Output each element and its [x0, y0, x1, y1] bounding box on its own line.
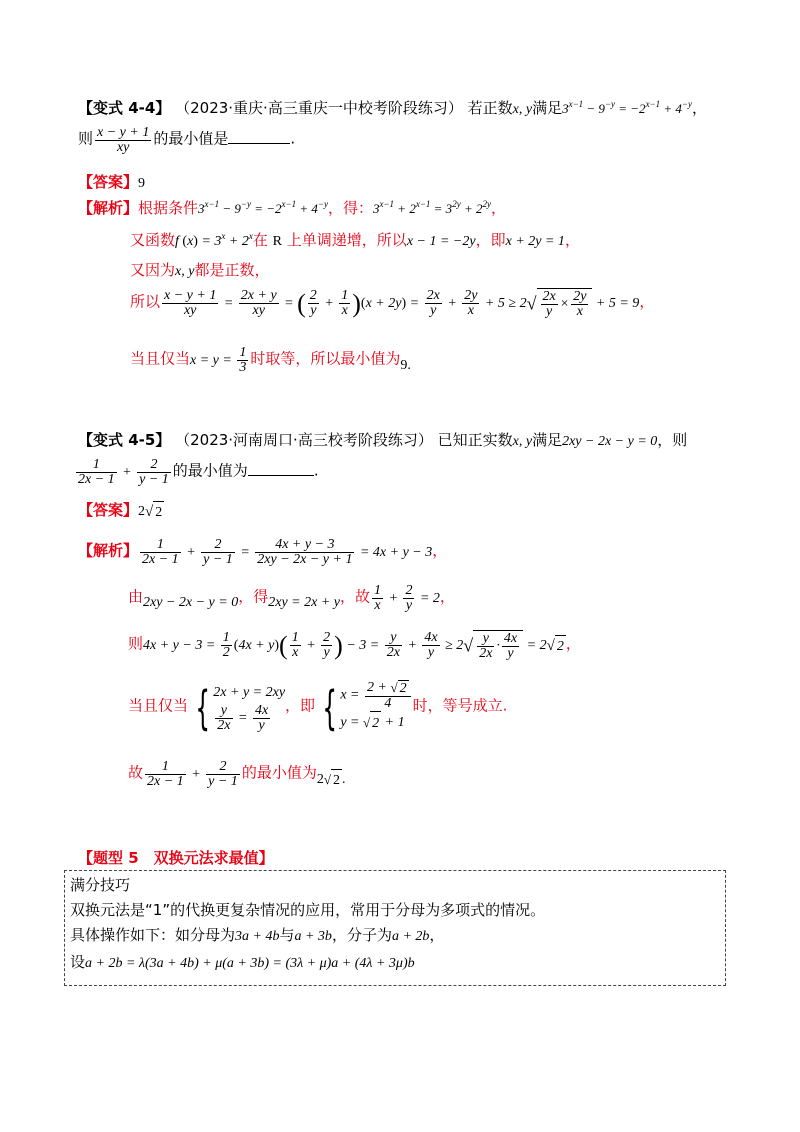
math-condition: 2xy − 2x − y = 0 [143, 594, 239, 610]
question-text: 若正数 [467, 99, 513, 117]
solution-text: ，即 [285, 696, 316, 715]
solution-line-4 [130, 288, 654, 319]
math-vars: x, y [175, 264, 195, 279]
solution-line-1 [78, 538, 447, 567]
solution-label: 【解析】 [78, 541, 139, 560]
answer-value: 9 [138, 176, 146, 191]
tips-text: 设 [70, 953, 86, 971]
punct: ， [439, 587, 455, 606]
tips-text: 与 [279, 926, 295, 944]
tips-title: 满分技巧 [70, 876, 131, 894]
math-numerator: a + 2b [391, 929, 430, 944]
solution-line-2 [128, 584, 455, 613]
math-denominator-2: a + 3b [294, 929, 332, 944]
math-derivation: $\frac{1}{2x - 1}$ + $\frac{2}{y - 1}$ = $\frac{4x + y - 3}{2xy - 2x - y + 1}$ = 4x + y − 3 [142, 537, 433, 567]
solution-line-4 [128, 680, 507, 735]
answer-label: 【答案】 [78, 501, 139, 519]
solution-text: 都是正数， [194, 261, 270, 279]
question-tag: 【变式 4-5】 [78, 431, 171, 449]
punct: . [313, 461, 319, 480]
math-denominator-1: 3a + 4b [235, 929, 280, 944]
final-value: 9 [400, 357, 408, 373]
solution-line-3 [128, 630, 581, 661]
punct: . [407, 357, 411, 373]
tips-line-1: 双换元法是“1”的代换更复杂情况的应用，常用于分母为多项式的情况。 [70, 901, 546, 919]
punct: ， [692, 99, 708, 117]
question-4-5-line2 [74, 458, 319, 487]
math-R: R [272, 234, 283, 249]
question-text: 已知正实数 [437, 431, 513, 449]
math-equality-condition: x = y = $\frac{1}{3}$ [190, 345, 247, 375]
punct: ， [432, 541, 448, 560]
tips-text: ，分子为 [331, 926, 392, 944]
solution-line-2 [130, 230, 580, 252]
math-equation: x + 2y = 1 [505, 234, 565, 249]
solution-text: ，故 [339, 587, 370, 606]
solution-text: 时取等，所以最小值为 [250, 349, 401, 368]
answer-row [78, 172, 145, 194]
question-text: 的最小值为 [172, 461, 248, 480]
solution-text: ，得： [327, 199, 373, 217]
math-equation: $3^{x-1} + 2^{x-1} = 3^{2y} + 2^{2y}$ [372, 199, 491, 216]
math-system-1: { 2x + y = 2xy $\frac{y}{2x}$ = $\frac{4x}{y}$ [195, 680, 286, 735]
punct: ， [565, 634, 581, 653]
solution-line-5 [130, 346, 411, 375]
punct: ， [639, 292, 655, 311]
solution-text: 在 [252, 231, 268, 249]
solution-text: 则 [128, 634, 144, 653]
question-text: 满足 [532, 431, 563, 449]
section-title: 【题型 5 双换元法求最值】 [78, 849, 274, 867]
math-equation: 2xy = 2x + y [268, 594, 340, 610]
question-text: ，则 [657, 431, 688, 449]
tips-line-2 [70, 925, 444, 947]
solution-text: 又因为 [130, 261, 176, 279]
final-value: 2√ 2 [317, 772, 342, 787]
punct: . [341, 771, 346, 787]
solution-text: 又函数 [130, 231, 176, 249]
solution-text: ，即 [475, 231, 506, 249]
math-derivation: $\frac{x - y + 1}{xy}$ = $\frac{2x + y}{xy}$ = ( $\frac{2}{y}$ + $\frac{1}{x}$ )(x + 2y) = $\frac{2x}{y}$ + $\frac{2y}{x}$ + 5 ≥ 2√ $\frac{2x}{y}$ × $\frac{2y}{x}$ + 5 = 9 [164, 288, 640, 319]
question-4-5 [78, 430, 687, 452]
math-expression: $\frac{x - y + 1}{xy}$ [97, 125, 150, 155]
question-tag: 【变式 4-4】 [78, 99, 171, 117]
solution-text: ，得 [238, 587, 269, 606]
solution-label: 【解析】 [78, 199, 139, 217]
answer-value: 2√ 2 [138, 504, 164, 519]
math-equation: $\frac{1}{x}$ + $\frac{2}{y}$ = 2 [374, 583, 440, 613]
math-system-2: { x = $\frac{2 + √ 2}{4}$ y = √ 2 + 1 [315, 700, 413, 715]
question-source: （2023·河南周口·高三校考阶段练习） [175, 431, 433, 449]
math-equation: x − 1 = −2y [406, 234, 476, 249]
answer-blank[interactable] [248, 461, 314, 476]
solution-text: 当且仅当 [128, 696, 189, 715]
answer-label: 【答案】 [78, 173, 139, 191]
math-condition: 2xy − 2x − y = 0 [562, 434, 658, 449]
solution-text: 所以 [130, 292, 161, 311]
punct: ， [564, 231, 580, 249]
answer-blank[interactable] [228, 129, 290, 144]
question-4-4 [78, 98, 707, 120]
solution-text: 的最小值为 [241, 763, 317, 782]
math-expression: $\frac{1}{2x - 1}$ + $\frac{2}{y - 1}$ [147, 759, 238, 789]
solution-text: 由 [128, 587, 144, 606]
punct: ， [490, 199, 506, 217]
math-expression: $\frac{1}{2x - 1}$ + $\frac{2}{y - 1}$ [78, 457, 169, 487]
math-function: f $(x) = 3^x + 2^x$ [175, 231, 253, 249]
math-vars: x, y [512, 434, 533, 449]
solution-text: 根据条件 [138, 199, 199, 217]
solution-text: 时，等号成立. [412, 696, 508, 715]
math-substitution: a + 2b = λ(3a + 4b) + μ(a + 3b) = (3λ + μ)a + (4λ + 3μ)b [85, 956, 415, 971]
solution-line-5 [128, 760, 345, 789]
solution-line-1 [78, 198, 506, 219]
answer-row [78, 500, 164, 523]
solution-text: 当且仅当 [130, 349, 191, 368]
math-derivation: 4x + y − 3 = $\frac{1}{2}$ (4x + y)( $\frac{1}{x}$ + $\frac{2}{y}$ ) − 3 = $\frac{y}{2x}$ + $\frac{4x}{y}$ ≥ 2√ $\frac{y}{2x}$ · $\frac{4x}{y}$ = 2√ 2 [143, 630, 564, 661]
question-text: 满足 [532, 99, 563, 117]
math-condition: $3^{x-1} - 9^{-y} = -2^{x-1} + 4^{-y}$ [562, 99, 692, 116]
solution-text: 故 [128, 763, 144, 782]
punct: . [290, 129, 296, 148]
tips-text: ， [429, 926, 445, 944]
math-vars: x, y [512, 102, 533, 117]
question-text: 的最小值是 [153, 129, 229, 148]
tips-line-3 [70, 952, 415, 974]
tips-text: 具体操作如下：如分母为 [70, 926, 236, 944]
question-4-4-line2 [78, 126, 295, 155]
question-source: （2023·重庆·高三重庆一中校考阶段练习） [175, 99, 463, 117]
solution-text: 上单调递增，所以 [286, 231, 407, 249]
solution-line-3 [130, 260, 269, 282]
question-text: 则 [78, 129, 94, 148]
math-condition: $3^{x-1} - 9^{-y} = -2^{x-1} + 4^{-y}$ [198, 199, 328, 216]
